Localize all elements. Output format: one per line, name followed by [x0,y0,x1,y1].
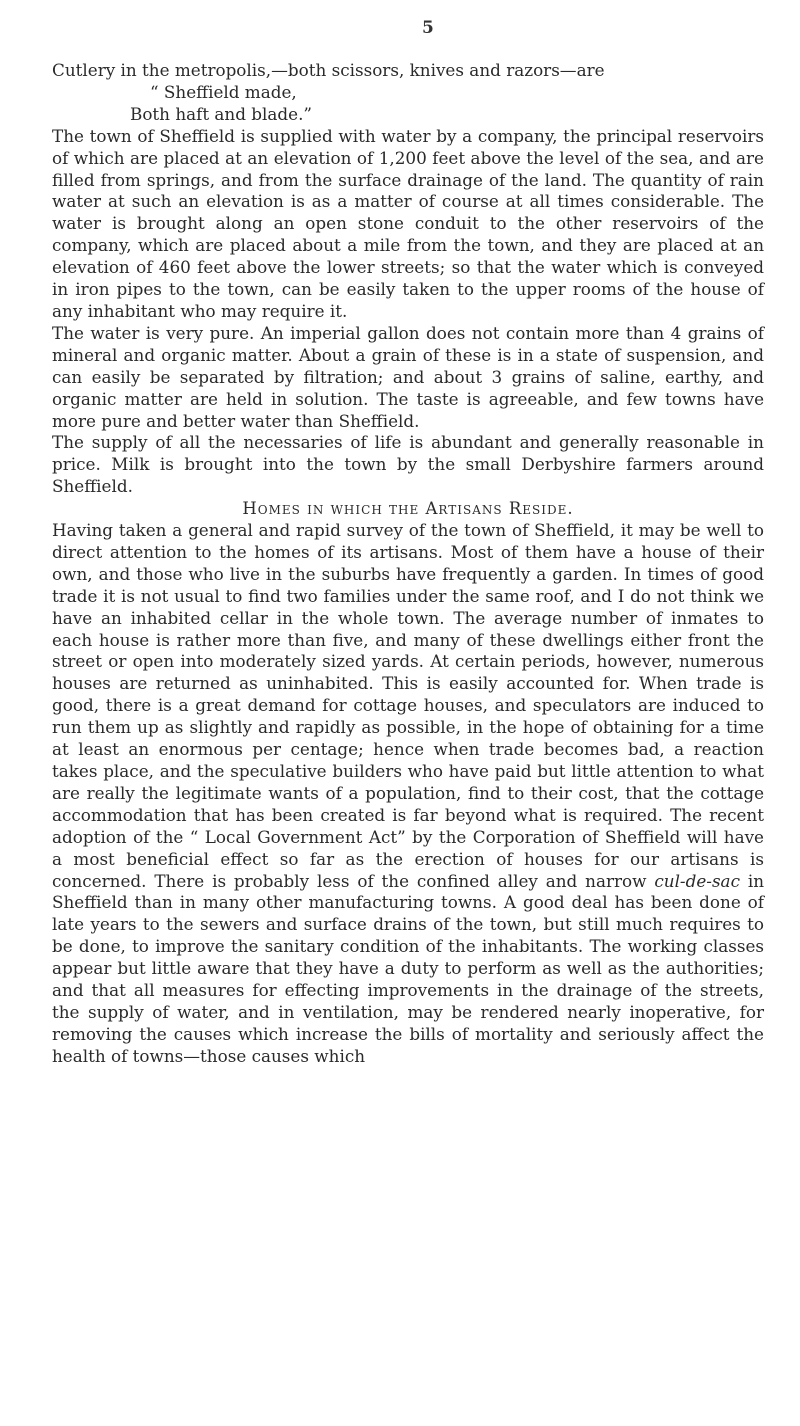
verse-line-3: Both haft and blade.” [130,103,313,124]
verse-line-2: “ Sheffield made, [150,81,297,102]
paragraph-necessaries: The supply of all the necessaries of life is abundant and generally reasonable in price. Milk is brought into the town by the small Derbyshire farmers around Sheffield. [52,432,764,497]
section-heading: Homes in which the Artisans Reside. [242,499,574,519]
paragraph-homes [52,520,764,1068]
paragraph-water-purity: The water is very pure. An imperial gallon does not contain more than 4 grains of mineral and organic matter. About a grain of these is in a state of suspension, and can easily be separated by filtration; and about 3 grains of saline, earthy, and organic matter are held in solution. The taste is agreeable, and few towns have more pure and better water than Sheffield. [52,322,764,431]
homes-text-part-2: in Sheffield than in many other manufacturing towns. A good deal has been done of late years to the sewers and surface drains of the town, but still much requires to be done, to improve the sanitary condition of the inhabitants. The working classes appear but little aware that they have a duty to perform as well as the authorities; and that all measures for effecting improvements in the drainage of the streets, the supply of water, and in ventilation, may be rendered nearly inoperative, for removing the causes which increase the bills of mortality and seriously affect the health of towns—those causes which [52,870,765,1066]
page-number: 5 [422,18,434,38]
page-text [52,60,764,1068]
verse-line-1: Cutlery in the metropolis,—both scissors, knives and razors—are [52,60,605,80]
homes-text-part-1: Having taken a general and rapid survey of the town of Sheffield, it may be well to direct attention to the homes of its artisans. Most of them have a house of their own, and those who live in the suburbs have frequently a garden. In times of good trade it is not usual to find two families under the same roof, and I do not think we have an inhabited cellar in the whole town. The average number of inmates to each house is rather more than five, and many of these dwellings either front the street or open into moderately sized yards. At certain periods, however, numerous houses are returned as uninhabited. This is easily accounted for. When trade is good, there is a great demand for cottage houses, and speculators are induced to run them up as slightly and rapidly as possible, in the hope of obtaining for a time at least an enormous per centage; hence when trade becomes bad, a reaction takes place, and the speculative builders who have paid but little attention to what are really the legitimate wants of a population, find to their cost, that the cottage accommodation that has been created is far beyond what is required. The recent adoption of the “ Local Government Act” by the Corporation of Sheffield will have a most beneficial effect so far as the erection of houses for our artisans is concerned. There is probably less of the confined alley and narrow [52,520,764,891]
paragraph-water-supply: The town of Sheffield is supplied with water by a company, the principal reservoirs of which are placed at an elevation of 1,200 feet above the level of the sea, and are filled from springs, and from the surface drainage of the land. The quantity of rain water at such an elevation is as a matter of course at all times considerable. The water is brought along an open stone conduit to the other reservoirs of the company, which are placed about a mile from the town, and they are placed at an elevation of 460 feet above the lower streets; so that the water which is conveyed in iron pipes to the town, can be easily taken to the upper rooms of the house of any inhabitant who may require it. [52,125,764,321]
homes-term-cul-de-sac: cul-de-sac [654,870,740,891]
